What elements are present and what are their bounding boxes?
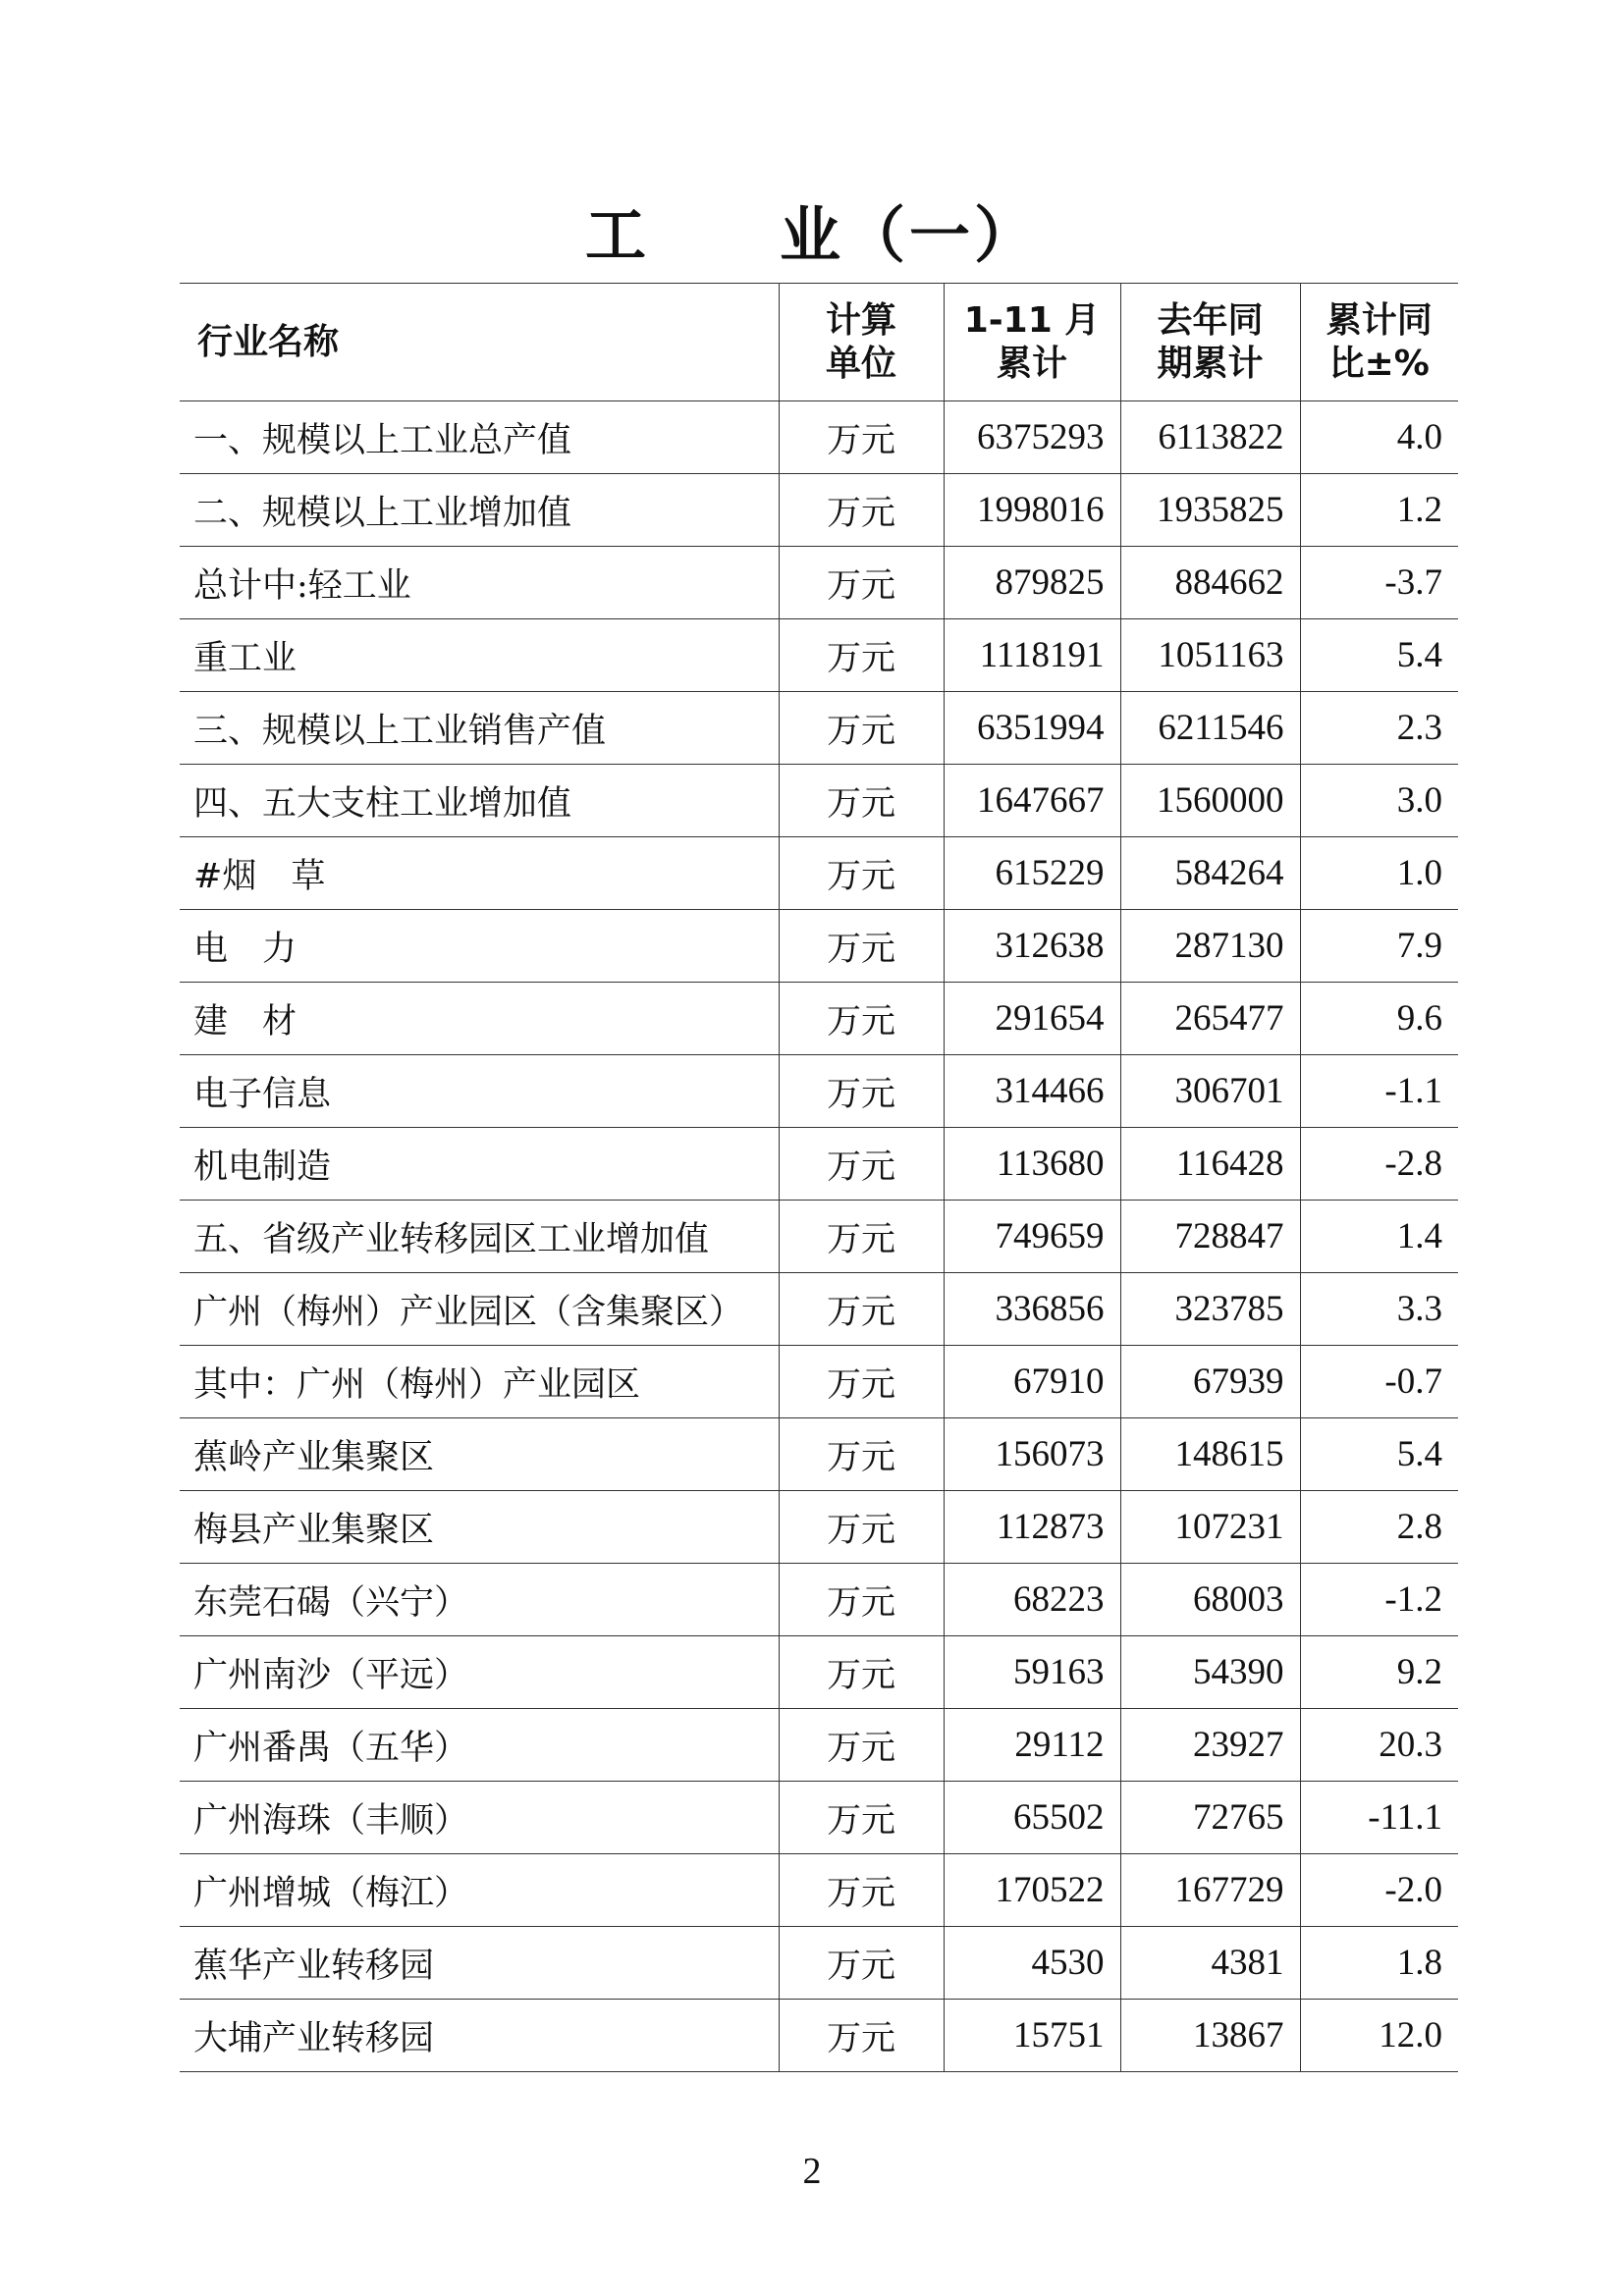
table-row xyxy=(180,1564,1458,1636)
row-yoy-change: 1.2 xyxy=(1300,474,1458,547)
table-row xyxy=(180,1782,1458,1854)
row-name: 二、规模以上工业增加值 xyxy=(180,474,779,547)
table-row xyxy=(180,1491,1458,1564)
row-yoy-change: 5.4 xyxy=(1300,1418,1458,1491)
row-current-cumulative: 59163 xyxy=(944,1636,1120,1709)
row-current-cumulative: 29112 xyxy=(944,1709,1120,1782)
table-row xyxy=(180,692,1458,765)
row-last-year-cumulative: 116428 xyxy=(1120,1128,1300,1201)
row-yoy-change: -1.1 xyxy=(1300,1055,1458,1128)
row-yoy-change: 3.3 xyxy=(1300,1273,1458,1346)
row-last-year-cumulative: 4381 xyxy=(1120,1927,1300,2000)
row-name: 广州南沙（平远） xyxy=(180,1636,779,1709)
row-name: 大埔产业转移园 xyxy=(180,2000,779,2072)
table-row xyxy=(180,1128,1458,1201)
row-name: 重工业 xyxy=(180,619,779,692)
row-last-year-cumulative: 72765 xyxy=(1120,1782,1300,1854)
table-row xyxy=(180,1418,1458,1491)
row-yoy-change: -11.1 xyxy=(1300,1782,1458,1854)
row-unit: 万元 xyxy=(779,1201,944,1273)
row-yoy-change: 1.8 xyxy=(1300,1927,1458,2000)
row-last-year-cumulative: 728847 xyxy=(1120,1201,1300,1273)
row-yoy-change: 9.6 xyxy=(1300,983,1458,1055)
row-unit: 万元 xyxy=(779,1564,944,1636)
row-current-cumulative: 112873 xyxy=(944,1491,1120,1564)
row-name: 三、规模以上工业销售产值 xyxy=(180,692,779,765)
row-unit: 万元 xyxy=(779,1128,944,1201)
row-last-year-cumulative: 13867 xyxy=(1120,2000,1300,2072)
table-row xyxy=(180,765,1458,837)
row-yoy-change: 4.0 xyxy=(1300,401,1458,474)
row-current-cumulative: 15751 xyxy=(944,2000,1120,2072)
row-last-year-cumulative: 68003 xyxy=(1120,1564,1300,1636)
row-unit: 万元 xyxy=(779,1854,944,1927)
row-current-cumulative: 1998016 xyxy=(944,474,1120,547)
table-row xyxy=(180,547,1458,619)
row-name: 机电制造 xyxy=(180,1128,779,1201)
table-row xyxy=(180,401,1458,474)
industry-table xyxy=(180,283,1458,2072)
row-yoy-change: 3.0 xyxy=(1300,765,1458,837)
row-last-year-cumulative: 584264 xyxy=(1120,837,1300,910)
table-header-row xyxy=(180,284,1458,401)
row-yoy-change: -2.0 xyxy=(1300,1854,1458,1927)
table-row xyxy=(180,983,1458,1055)
table-row xyxy=(180,2000,1458,2072)
row-current-cumulative: 6375293 xyxy=(944,401,1120,474)
row-unit: 万元 xyxy=(779,910,944,983)
row-yoy-change: 1.0 xyxy=(1300,837,1458,910)
row-current-cumulative: 749659 xyxy=(944,1201,1120,1273)
row-unit: 万元 xyxy=(779,983,944,1055)
row-name: 总计中:轻工业 xyxy=(180,547,779,619)
header-yoy: 累计同 比±% xyxy=(1300,284,1458,401)
table-row xyxy=(180,1273,1458,1346)
row-name: 电 力 xyxy=(180,910,779,983)
row-unit: 万元 xyxy=(779,1055,944,1128)
page-number: 2 xyxy=(802,2151,822,2192)
row-current-cumulative: 336856 xyxy=(944,1273,1120,1346)
page-title: 工 业（一） xyxy=(584,199,1039,271)
table-row xyxy=(180,1636,1458,1709)
row-name: 梅县产业集聚区 xyxy=(180,1491,779,1564)
row-yoy-change: 7.9 xyxy=(1300,910,1458,983)
row-unit: 万元 xyxy=(779,1927,944,2000)
row-unit: 万元 xyxy=(779,1273,944,1346)
row-name: 蕉华产业转移园 xyxy=(180,1927,779,2000)
row-unit: 万元 xyxy=(779,765,944,837)
row-last-year-cumulative: 1935825 xyxy=(1120,474,1300,547)
row-name: 四、五大支柱工业增加值 xyxy=(180,765,779,837)
row-current-cumulative: 879825 xyxy=(944,547,1120,619)
row-current-cumulative: 1647667 xyxy=(944,765,1120,837)
row-yoy-change: -0.7 xyxy=(1300,1346,1458,1418)
table-row xyxy=(180,1055,1458,1128)
row-name: 广州增城（梅江） xyxy=(180,1854,779,1927)
table-row xyxy=(180,1709,1458,1782)
row-yoy-change: 5.4 xyxy=(1300,619,1458,692)
row-yoy-change: -3.7 xyxy=(1300,547,1458,619)
header-name: 行业名称 xyxy=(180,284,779,401)
row-name: 五、省级产业转移园区工业增加值 xyxy=(180,1201,779,1273)
row-unit: 万元 xyxy=(779,474,944,547)
row-unit: 万元 xyxy=(779,1491,944,1564)
row-unit: 万元 xyxy=(779,401,944,474)
table-row xyxy=(180,837,1458,910)
row-current-cumulative: 67910 xyxy=(944,1346,1120,1418)
row-unit: 万元 xyxy=(779,692,944,765)
row-yoy-change: -1.2 xyxy=(1300,1564,1458,1636)
row-name: 电子信息 xyxy=(180,1055,779,1128)
row-current-cumulative: 6351994 xyxy=(944,692,1120,765)
row-current-cumulative: 170522 xyxy=(944,1854,1120,1927)
row-current-cumulative: 4530 xyxy=(944,1927,1120,2000)
row-unit: 万元 xyxy=(779,837,944,910)
row-name: 其中：广州（梅州）产业园区 xyxy=(180,1346,779,1418)
row-last-year-cumulative: 23927 xyxy=(1120,1709,1300,1782)
table-row xyxy=(180,474,1458,547)
table-row xyxy=(180,1854,1458,1927)
row-current-cumulative: 156073 xyxy=(944,1418,1120,1491)
row-current-cumulative: 314466 xyxy=(944,1055,1120,1128)
row-yoy-change: 2.3 xyxy=(1300,692,1458,765)
header-last-year: 去年同 期累计 xyxy=(1120,284,1300,401)
row-last-year-cumulative: 884662 xyxy=(1120,547,1300,619)
row-last-year-cumulative: 1560000 xyxy=(1120,765,1300,837)
row-last-year-cumulative: 148615 xyxy=(1120,1418,1300,1491)
table-row xyxy=(180,910,1458,983)
row-yoy-change: 20.3 xyxy=(1300,1709,1458,1782)
row-yoy-change: 2.8 xyxy=(1300,1491,1458,1564)
row-current-cumulative: 615229 xyxy=(944,837,1120,910)
row-current-cumulative: 1118191 xyxy=(944,619,1120,692)
row-current-cumulative: 65502 xyxy=(944,1782,1120,1854)
row-unit: 万元 xyxy=(779,2000,944,2072)
table-row xyxy=(180,619,1458,692)
row-last-year-cumulative: 67939 xyxy=(1120,1346,1300,1418)
table-row xyxy=(180,1201,1458,1273)
row-name: 广州海珠（丰顺） xyxy=(180,1782,779,1854)
row-yoy-change: -2.8 xyxy=(1300,1128,1458,1201)
row-unit: 万元 xyxy=(779,1782,944,1854)
row-last-year-cumulative: 167729 xyxy=(1120,1854,1300,1927)
row-yoy-change: 9.2 xyxy=(1300,1636,1458,1709)
row-last-year-cumulative: 54390 xyxy=(1120,1636,1300,1709)
row-name: #烟 草 xyxy=(180,837,779,910)
row-yoy-change: 1.4 xyxy=(1300,1201,1458,1273)
row-unit: 万元 xyxy=(779,619,944,692)
row-last-year-cumulative: 107231 xyxy=(1120,1491,1300,1564)
row-unit: 万元 xyxy=(779,1418,944,1491)
row-name: 建 材 xyxy=(180,983,779,1055)
row-last-year-cumulative: 287130 xyxy=(1120,910,1300,983)
table-row xyxy=(180,1346,1458,1418)
row-unit: 万元 xyxy=(779,1346,944,1418)
row-last-year-cumulative: 323785 xyxy=(1120,1273,1300,1346)
row-current-cumulative: 68223 xyxy=(944,1564,1120,1636)
row-unit: 万元 xyxy=(779,547,944,619)
row-last-year-cumulative: 1051163 xyxy=(1120,619,1300,692)
row-current-cumulative: 312638 xyxy=(944,910,1120,983)
row-name: 广州番禺（五华） xyxy=(180,1709,779,1782)
row-yoy-change: 12.0 xyxy=(1300,2000,1458,2072)
row-last-year-cumulative: 6211546 xyxy=(1120,692,1300,765)
header-current: 1-11 月 累计 xyxy=(944,284,1120,401)
row-name: 一、规模以上工业总产值 xyxy=(180,401,779,474)
row-name: 蕉岭产业集聚区 xyxy=(180,1418,779,1491)
table-row xyxy=(180,1927,1458,2000)
row-current-cumulative: 291654 xyxy=(944,983,1120,1055)
row-unit: 万元 xyxy=(779,1709,944,1782)
row-current-cumulative: 113680 xyxy=(944,1128,1120,1201)
row-name: 广州（梅州）产业园区（含集聚区） xyxy=(180,1273,779,1346)
header-unit: 计算 单位 xyxy=(779,284,944,401)
row-unit: 万元 xyxy=(779,1636,944,1709)
row-name: 东莞石碣（兴宁） xyxy=(180,1564,779,1636)
row-last-year-cumulative: 6113822 xyxy=(1120,401,1300,474)
row-last-year-cumulative: 265477 xyxy=(1120,983,1300,1055)
row-last-year-cumulative: 306701 xyxy=(1120,1055,1300,1128)
